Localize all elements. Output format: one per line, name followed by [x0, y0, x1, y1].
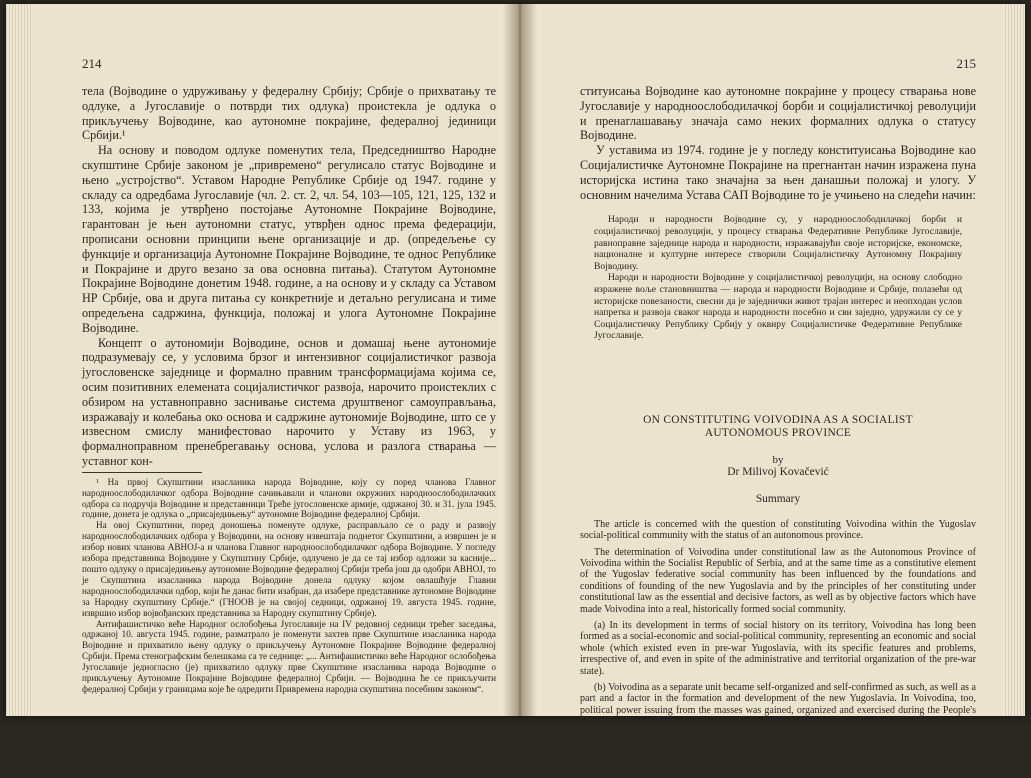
- summary-text: [580, 519, 976, 774]
- summary-title-line-2: AUTONOMOUS PROVINCE: [704, 426, 852, 439]
- constitution-quote: [594, 214, 962, 342]
- right-paragraph-2: У уставима из 1974. године је у погледу конституисања Војводине као Социјалистичке Аутономне Покрајине на прегнантан начин изражена пуна историјска истина тако значајна за њен данашњи положај и улогу. У основним начелима Устава САП Војводине то је учињено на следећи начин:: [580, 143, 976, 202]
- right-page-number: 215: [956, 56, 976, 71]
- left-page-number: 214: [82, 56, 102, 71]
- left-page: [82, 4, 496, 716]
- right-page-edges: [1003, 4, 1025, 716]
- left-page-edges: [6, 4, 32, 716]
- footnotes: [82, 477, 496, 695]
- footnote-rule: [82, 472, 202, 473]
- left-body-text: [82, 84, 496, 695]
- footnote-1-continued: На овој Скупштини, поред доношења поменуте одлуке, расправљало се о раду и развоју народноослободилачких одбора у Војводини, на основу извештаја поднетог Скупштини, а извршен је и избор нових чланова АВНОЈ-а и чланова Главног народноослободилачког одбора Војводине. У погледу избора представника Војводине у Скупштину Србије, одлучено је да се тај избор одложи за касније... пошто одлуку о присаједињењу аутономне Војводине федералној Србији треба још да одобри АВНОЈ, то је Скупштина изасланика народа Војводине донела одлуку којом овлашћује Главни народноослободилачки одбор, који ће данас бити изабран, да изабере представнике аутономне Војводине за Народну скупштину Србије.“ (ГНООВ је на својој седници, одржаној 19. августа 1945. године, извршио избор војвођанских представника за Народну скупштину Србије).: [82, 520, 496, 618]
- right-body-text: [580, 84, 976, 778]
- footnote-1: ¹ На првој Скупштини изасланика народа Војводине, коју су поред чланова Главног народноослободилачког одбора Војводине сачињавали и чланови окружних народноослободилачких одбора са подручја Војводине и представници Треће југословенске армије, одржаној 30. и 31. јула 1945. године, донета је одлука о „присаједињењу“ аутономне Војводине федералној Србији.: [82, 476, 496, 520]
- summary-title: [580, 414, 976, 440]
- summary-heading: Summary: [755, 492, 801, 505]
- left-paragraph-3: Концепт о аутономији Војводине, основ и домашај њене аутономије подразумевају се, у условима брзог и интензивног социјалистичког развоја југословенске заједнице и формално правним трансформацијама којима се, осим позитивних елемената социјалистичког развоја, нарочито проистеклих с обзиром на уставноправно заснивање система друштвеног самоуправљања, изражавају и колебања око основа и садржине аутономије Војводине, што се у извесном смислу манифестовао нарочито у Уставу из 1963, у формалноправном пренебрегавању основа, услова и разлога стварања — уставног кон-: [82, 335, 496, 468]
- quote-paragraph-1: Народи и народности Војводине су, у народноослободилачкој борби и социјалистичкој револуцији, у процесу стварања Федеративне Републике Југославије, равноправне заједнице народа и народности, изражавајући своје историјске, економске, националне и културне интересе створили Социјалистичку Аутономну Покрајину Војводину.: [594, 214, 962, 272]
- book-gutter: [503, 4, 537, 716]
- summary-paragraph-3: (a) In its development in terms of social history on its territory, Voivodina has long been formed as a social-economic and social-political community, representing an economic and social whole (which existed even in pre-war Yugoslavia, with its specific features and problems, irrespective of, and even in spite of the administrative and territorial organization of the pre-war state).: [580, 619, 976, 677]
- summary-paragraph-1: The article is concerned with the question of constituting Voivodina within the Yugoslav social-political community with the status of an autonomous province.: [580, 518, 976, 542]
- summary-paragraph-2: The determination of Voivodina under constitutional law as the Autonomous Province of Voivodina within the Socialist Republic of Serbia, and at the same time as a constitutive element of the Yugoslav federative social community has been influenced by the foundations and conditions of founding of the new Yugoslavia and by the principles of her constituting under constitutional law as the essential and decisive factors, as well as by objective factors which have made Voivodina into a real, historically formed social community.: [580, 546, 976, 615]
- summary-author: Dr Milivoj Kovačević: [727, 465, 829, 478]
- footnote-1-avnoj: Антифашистичко веће Народног ослобођења Југославије на IV редовној седници трећег заседања, одржаној 10. августа 1945. године, разматрало је поменути захтев прве Скупштине изасланика народа Војводине и прихватило њену одлуку о прикључењу Аутономне Покрајине Војводине федералној Србији. Према стенографским белешкама са те седнице: „... Антифашистичко веће Народног ослобођења Југославије једногласно (је) прихватило одлуку прве Скупштине изасланика народа Војводине о прикључењу Аутономне Покрајине Војводине федералној Србији. — Војводина ће се прикључити федералној Србији у границама које ће одредити Привремена народна скупштина посебним законом“.: [82, 618, 496, 694]
- left-paragraph-1: тела (Војводине о удруживању у федералну Србију; Србије о прихватању те одлуке, а Југославије о потврди тих одлука) проистекла је одлука о прикључењу Војводине, као аутономне покрајине, федералној јединици Србији.¹: [82, 84, 496, 143]
- summary-paragraph-4: (b) Voivodina as a separate unit became self-organized and self-confirmed as such, as well as a part and a factor in the formation and development of the new Yugoslavia. In Voivodina, too, political power issuing from the masses was gained, organized and exercised during the People's Liberation War and the military part of the Socialist Revolution, following the „natural“ course and needs of the development of the People's Liberation War of the nations and nationalities of Voivodina as part of the National Liberation War of Yugoslavia, and it was on this basis that Voivodina was constituted as a separate unit within the new Yugoslavia, founded on new principles.: [580, 681, 976, 773]
- left-paragraph-2: На основу и поводом одлуке поменутих тела, Председништво Народне скупштине Србије законом је „привремено“ регулисало статус Војводине и њено „устројство“. Уставом Народне Републике Србије од 1947. године у складу са одредбама Југославије (чл. 2. ст. 2, чл. 54, 103—105, 121, 125, 132 и 133, којима је утврђено постојање Аутономне Покрајине Војводине, гарантован је њен аутономни статус, утврђен однос према федерацији, прописани основни принципи њене организације и др. (опредељење су функције и организација Аутономне Покрајине Војводине, те однос Републике и Покрајине и друго везано за ова основна питања). Статутом Аутономне Покрајине Војводине донетим 1948. године, а на основу и у складу са Уставом НР Србије, ова и друга питања су конкретније и детаљно регулисана и тиме опредељена садржина, функција, положај и улога Аутономне Покрајине Војводине.: [82, 143, 496, 335]
- right-page: [580, 4, 976, 773]
- summary-title-line-1: ON CONSTITUTING VOIVODINA AS A SOCIALIST: [643, 413, 913, 426]
- right-paragraph-1: ституисања Војводине као аутономне покрајине у процесу стварања нове Југославије у народноослободилачкој борби и социјалистичкој револуцији и пренаглашавању значаја само неких формалних одлука о статусу Војводине.: [580, 84, 976, 143]
- book-spread: [6, 4, 1025, 773]
- quote-paragraph-2: Народи и народности Војводине у социјалистичкој револуцији, на основу слободно изражене воље становништва — народа и народности Војводине и Србије, полазећи од историјске повезаности, свесни да је заједнички живот трајан интерес и неопходан услов напретка и развоја сваког народа и народности посебно и сви заједно, удружили су се у Социјалистичку Републику Србију у оквиру Социјалистичке Федеративне Републике Југославије.: [594, 272, 962, 342]
- summary-by: by: [772, 453, 784, 466]
